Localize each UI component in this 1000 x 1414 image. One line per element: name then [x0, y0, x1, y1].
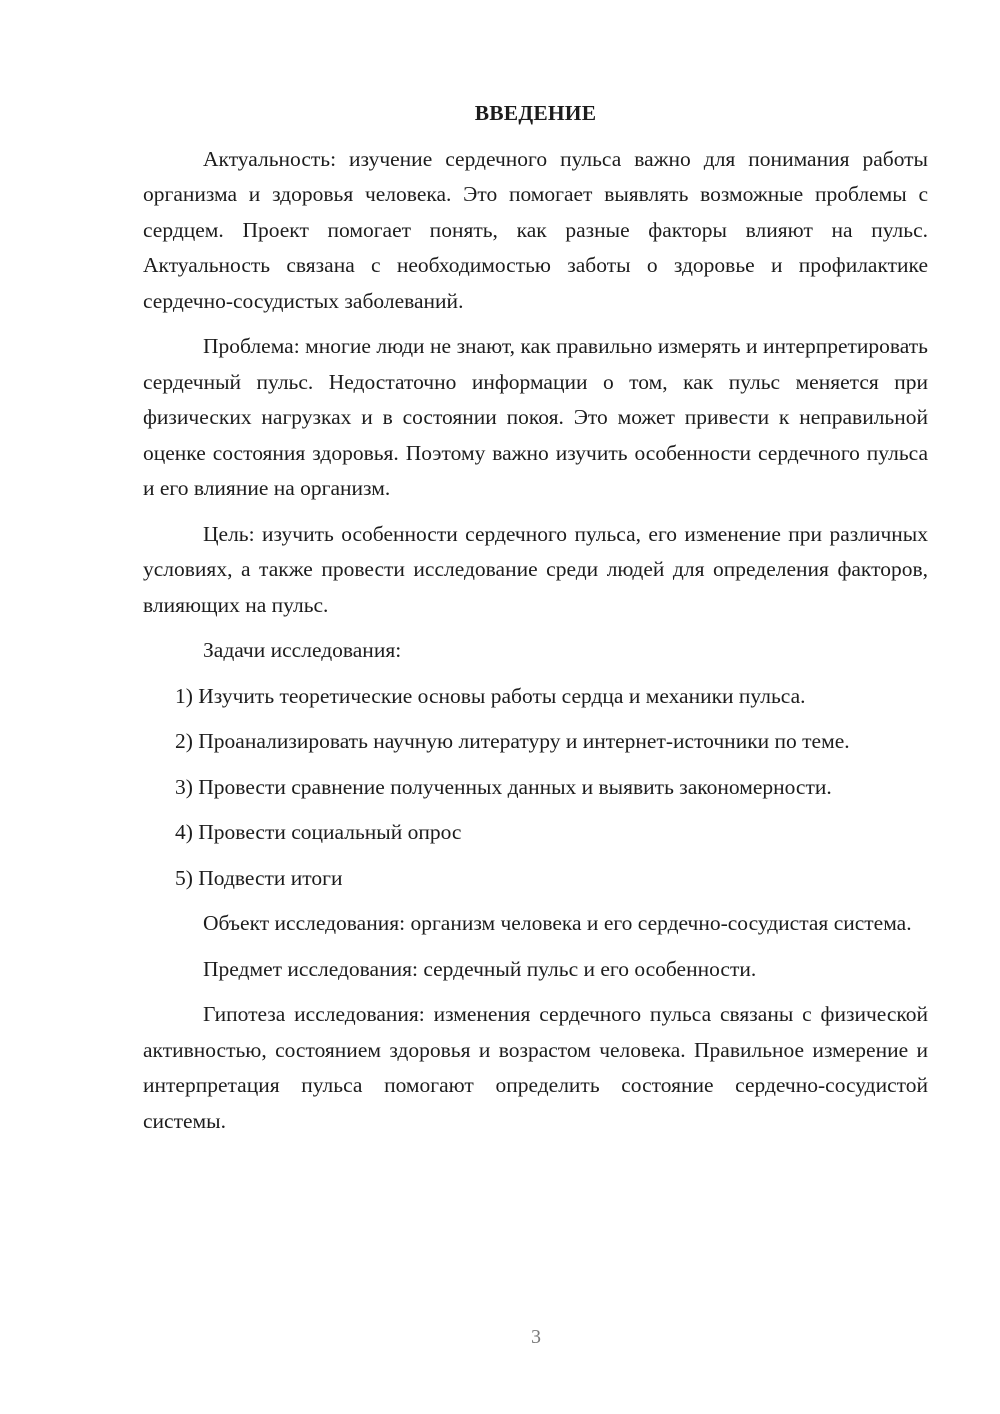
task-item-4: 4) Провести социальный опрос [175, 820, 462, 844]
task-item-3: 3) Провести сравнение полученных данных и выявить закономерности. [175, 774, 832, 799]
task-item-2: 2) Проанализировать научную литературу и интернет-источники по теме. [175, 729, 850, 753]
paragraph-subject: Предмет исследования: сердечный пульс и его особенности. [203, 956, 757, 981]
task-item-5: 5) Подвести итоги [175, 865, 343, 890]
paragraph-hypothesis: Гипотеза исследования: изменения сердечного пульса связаны с физической активностью, состоянием здоровья и возрастом человека. Правильное измерение и интерпретация пульса помогают определить состояние сердечно-сосудистой системы. [143, 1002, 928, 1133]
task-item-1: 1) Изучить теоретические основы работы сердца и механики пульса. [175, 683, 806, 708]
paragraph-goal: Цель: изучить особенности сердечного пульса, его изменение при различных условиях, а также провести исследование среди людей для определения факторов, влияющих на пульс. [143, 521, 928, 617]
document-body [143, 96, 928, 1149]
paragraph-object: Объект исследования: организм человека и его сердечно-сосудистая система. [203, 911, 912, 935]
paragraph-tasks-heading: Задачи исследования: [203, 638, 402, 662]
page-number: 3 [531, 1326, 541, 1348]
paragraph-problem: Проблема: многие люди не знают, как правильно измерять и интерпретировать сердечный пульс. Недостаточно информации о том, как пульс меняется при физических нагрузках и в состоянии покоя. Это может привести к неправильной оценке состояния здоровья. Поэтому важно изучить особенности сердечного пульса и его влияние на организм. [143, 334, 928, 500]
paragraph-relevance: Актуальность: изучение сердечного пульса важно для понимания работы организма и здоровья человека. Это помогает выявлять возможные проблемы с сердцем. Проект помогает понять, как разные факторы влияют на пульс. Актуальность связана с необходимостью заботы о здоровье и профилактике сердечно-сосудистых заболеваний. [143, 146, 928, 313]
section-title: ВВЕДЕНИЕ [474, 101, 597, 125]
